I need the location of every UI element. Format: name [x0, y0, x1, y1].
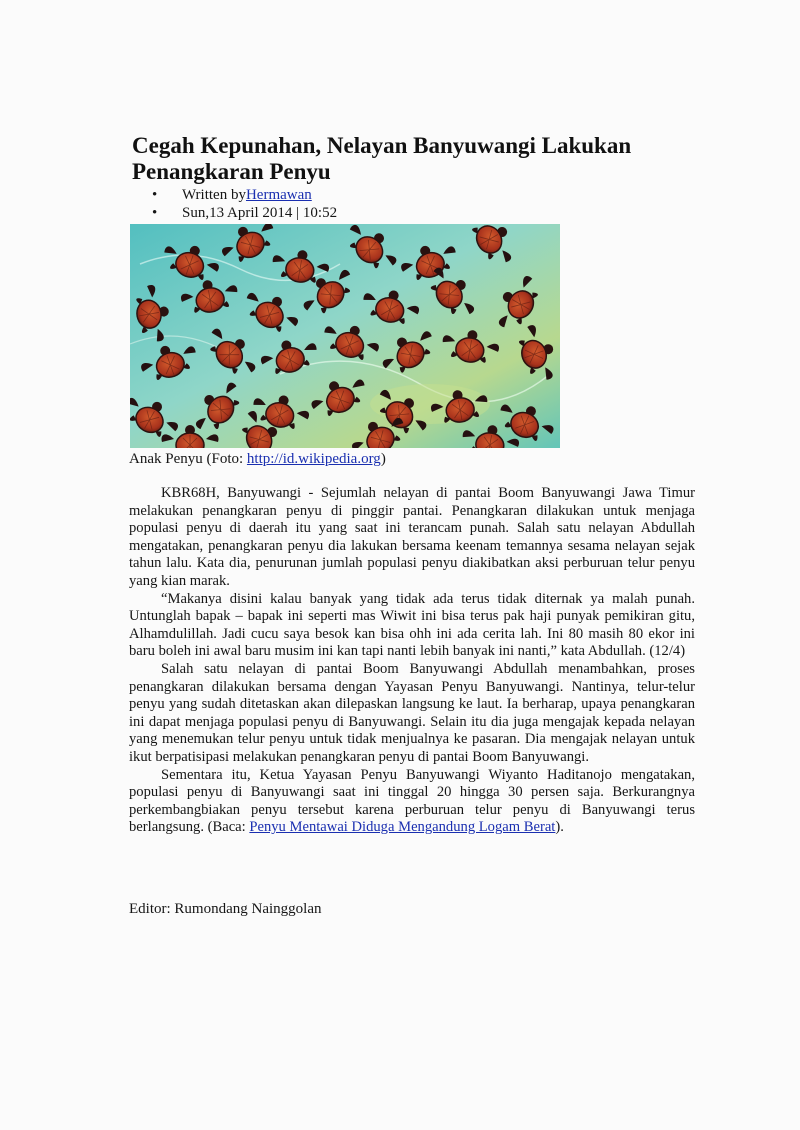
- turtle-photo: [130, 224, 560, 448]
- caption-suffix: ): [380, 451, 386, 467]
- author-link[interactable]: Hermawan: [245, 187, 312, 203]
- paragraph-4-text: Sementara itu, Ketua Yayasan Penyu Banyuwangi Wiyanto Haditanojo mengatakan, populasi penyu di Banyuwangi saat ini tinggal 20 hingga 30 persen saja. Berkurangnya perkembangbiakan penyu tersebut karena perburuan telur penyu di Banyuwangi terus berlangsung. (Baca:: [129, 766, 695, 836]
- caption-link[interactable]: http://id.wikipedia.org: [246, 451, 381, 467]
- paragraph-4: [129, 767, 695, 837]
- bullet: •: [152, 187, 158, 203]
- bullet: •: [152, 205, 158, 221]
- article-date: Sun,13 April 2014 | 10:52: [182, 205, 338, 221]
- photo-caption: [129, 450, 386, 468]
- related-article-link[interactable]: Penyu Mentawai Diduga Mengandung Logam Berat: [249, 819, 556, 836]
- article-meta: [152, 186, 337, 222]
- written-by-label: Written by: [182, 187, 246, 203]
- paragraph-1: KBR68H, Banyuwangi - Sejumlah nelayan di pantai Boom Banyuwangi Jawa Timur melakukan penangkaran penyu di pinggir pantai. Penangkaran dilakukan untuk menjaga populasi penyu di daerah itu yang saat ini terancam punah. Salah satu nelayan Abdullah mengatakan, penangkaran penyu dia lakukan bersama keenam temannya sesama nelayan sejak tahun lalu. Kata dia, penurunan jumlah populasi penyu diakibatkan aksi perburuan telur penyu yang kian marak.: [129, 485, 695, 589]
- meta-author-row: [152, 186, 337, 204]
- paragraph-3: Salah satu nelayan di pantai Boom Banyuwangi Abdullah menambahkan, proses penangkaran dilakukan bersama dengan Yayasan Penyu Banyuwangi. Nantinya, telur-telur penyu yang sudah ditetaskan akan dilepaskan langsung ke laut. Ia berharap, upaya penangkaran ini dapat menjaga populasi penyu di Banyuwangi. Selain itu dia juga mengajak kepada nelayan yang menemukan telur penyu untuk tidak menjualnya ke pasaran. Dia mengajak nelayan untuk ikut berpatisipasi melakukan penangkaran penyu di pantai Boom Banyuwangi.: [129, 660, 695, 765]
- editor-credit: Editor: Rumondang Nainggolan: [129, 901, 322, 917]
- paragraph-4-suffix: ).: [555, 819, 564, 836]
- paragraph-2: “Makanya disini kalau banyak yang tidak ada terus tidak diternak ya malah punah. Untunglah bapak – bapak ini seperti mas Wiwit ini bisa terus pak haji punyak pemikiran gitu, Alhamdulillah. Jadi cucu saya besok kan bisa ohh ini ada cerita lah. Ini 80 masih 80 ekor ini baru boleh ini awal baru musim ini kan tapi nanti lebih banyak ini nanti,” kata Abdullah. (12/4): [129, 590, 695, 660]
- meta-date-row: [152, 204, 337, 222]
- caption-prefix: Anak Penyu (Foto:: [129, 451, 247, 467]
- article-body: [129, 485, 695, 837]
- turtle-photo-graphic: [130, 224, 560, 448]
- article-title: Cegah Kepunahan, Nelayan Banyuwangi Lakukan Penangkaran Penyu: [132, 133, 632, 184]
